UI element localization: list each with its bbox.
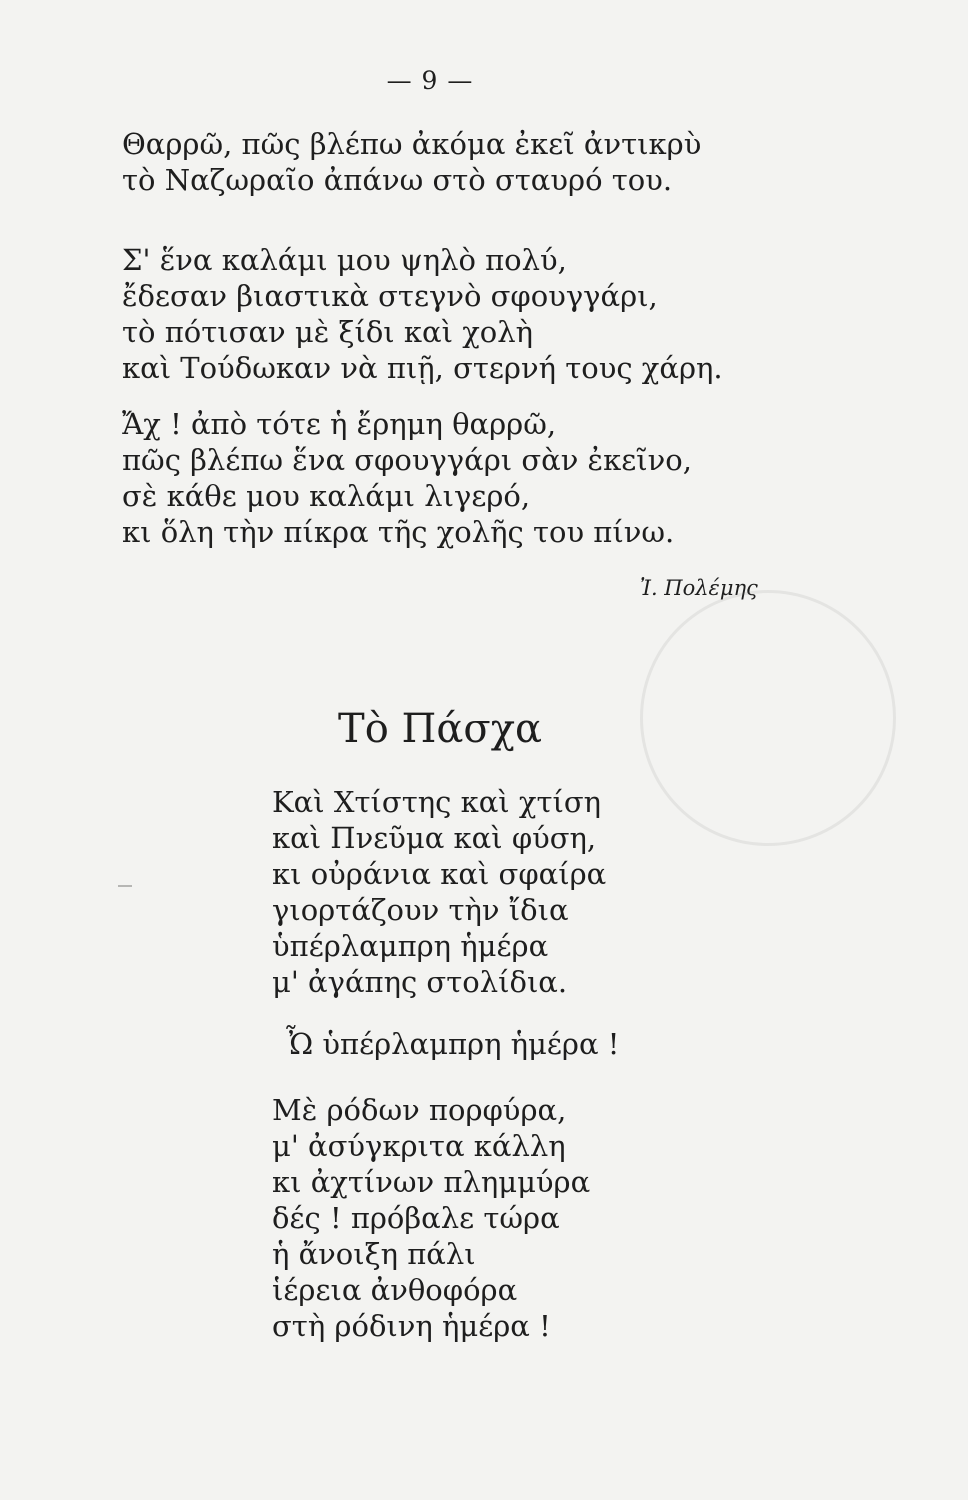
verse-line: δές ! πρόβαλε τώρα [272,1201,560,1235]
verse-line: πῶς βλέπω ἕνα σφουγγάρι σὰν ἐκεῖνο, [122,443,692,477]
page-number: — 9 — [386,66,474,95]
verse-line: μ' ἀγάπης στολίδια. [272,965,568,999]
poem1-stanza-3 [122,406,692,550]
verse-line: ἔδεσαν βιαστικὰ στεγνὸ σφουγγάρι, [122,279,658,313]
verse-line: κι οὐράνια καὶ σφαίρα [272,857,607,891]
verse-line: Καὶ Χτίστης καὶ χτίση [272,785,602,819]
verse-line: τὸ Ναζωραῖο ἀπάνω στὸ σταυρό του. [122,163,673,197]
verse-line: ἱέρεια ἀνθοφόρα [272,1273,518,1307]
verse-line: ἡ ἄνοιξη πάλι [272,1237,476,1271]
poem2-stanza-2 [272,1092,590,1344]
verse-line: τὸ πότισαν μὲ ξίδι καὶ χολὴ [122,315,533,349]
verse-line: κι ἀχτίνων πλημμύρα [272,1165,591,1199]
verse-line: καὶ Τούδωκαν νὰ πιῇ, στερνή τους χάρη. [122,351,723,385]
verse-line: Μὲ ρόδων πορφύρα, [272,1093,567,1127]
bleed-through-stamp [640,590,896,846]
verse-line: καὶ Πνεῦμα καὶ φύση, [272,821,597,855]
margin-mark [118,885,132,887]
verse-line: γιορτάζουν τὴν ἴδια [272,893,569,927]
verse-line: κι ὅλη τὴν πίκρα τῆς χολῆς του πίνω. [122,515,675,549]
poem-title: Τὸ Πάσχα [338,706,542,752]
poem2-stanza-1 [272,784,606,1000]
author-signature: Ἰ. Πολέμης [640,576,758,600]
verse-line: μ' ἀσύγκριτα κάλλη [272,1129,566,1163]
verse-line: Σ' ἕνα καλάμι μου ψηλὸ πολύ, [122,243,567,277]
poem1-stanza-2 [122,242,723,386]
verse-line: στὴ ρόδινη ἡμέρα ! [272,1309,551,1343]
verse-line: σὲ κάθε μου καλάμι λιγερό, [122,479,531,513]
verse-line: Ἄχ ! ἀπὸ τότε ἡ ἔρημη θαρρῶ, [122,407,557,441]
poem1-stanza-1 [122,126,701,198]
verse-line: Θαρρῶ, πῶς βλέπω ἀκόμα ἐκεῖ ἀντικρὺ [122,127,702,161]
verse-line: ὑπέρλαμπρη ἡμέρα [272,929,549,963]
poem-refrain: Ὦ ὑπέρλαμπρη ἡμέρα ! [286,1027,620,1061]
